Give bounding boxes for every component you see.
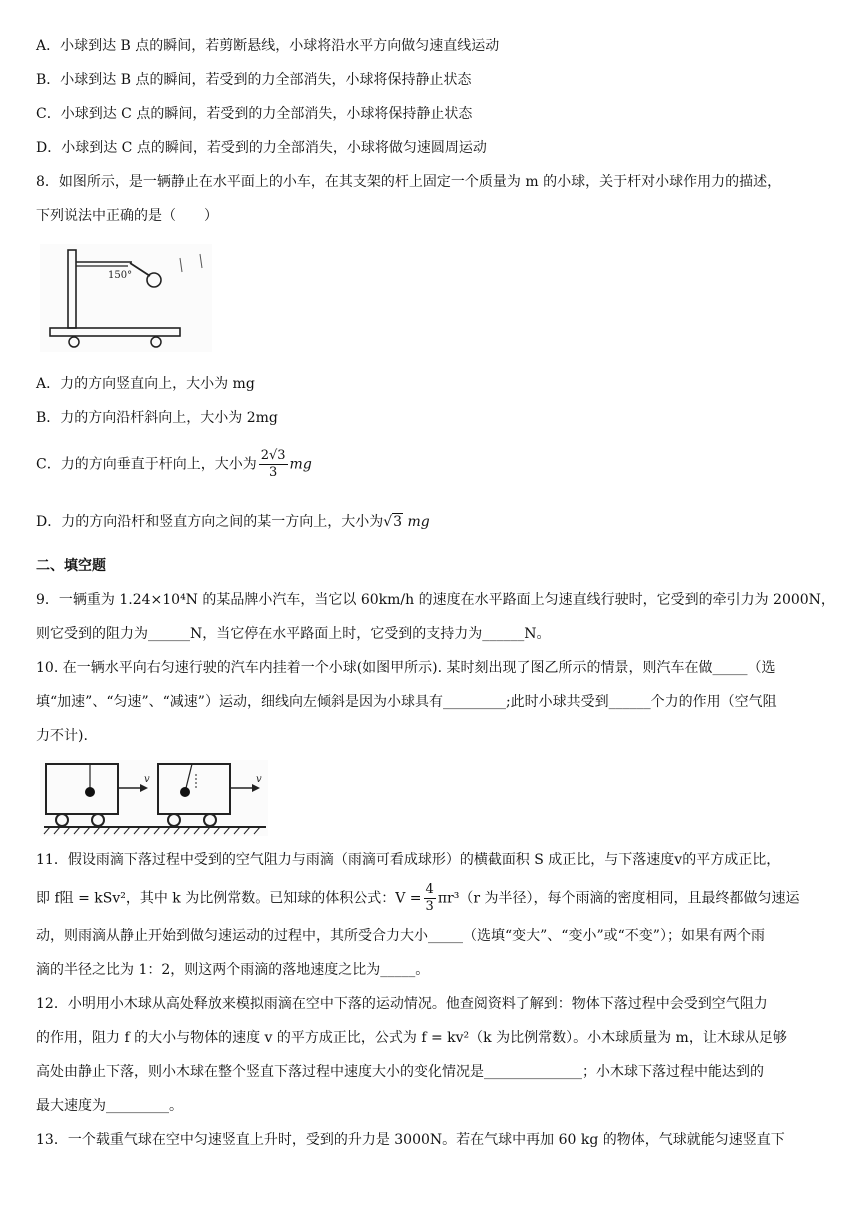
q8-stem-line2: 下列说法中正确的是（ ） — [36, 208, 218, 224]
q11-line2-text: 即 f阻 = kSv²，其中 k 为比例常数。已知球的体积公式：V = — [36, 890, 422, 907]
q8-option-c-numerator: 2√3 — [260, 448, 286, 463]
q11-line2 — [36, 882, 836, 915]
q11-fraction-denominator: 3 — [425, 899, 434, 914]
q10-velocity-label-a: v — [144, 774, 150, 785]
q7-option-a: A．小球到达 B 点的瞬间，若剪断悬线，小球将沿水平方向做匀速直线运动 — [36, 38, 500, 54]
q12-line4: 最大速度为_________。 — [36, 1098, 183, 1114]
q11-volume-fraction — [424, 882, 436, 915]
q8-option-d-unit: mg — [407, 514, 430, 530]
q9-line1: 9．一辆重为 1.24×10⁴N 的某品牌小汽车，当它以 60km/h 的速度在水平路面上匀速直线行驶时，它受到的牵引力为 2000N， — [36, 592, 835, 608]
q11-fraction-numerator: 4 — [425, 882, 434, 897]
q11-line4: 滴的半径之比为 1：2，则这两个雨滴的落地速度之比为_____。 — [36, 962, 430, 978]
q10-line2: 填“加速”、“匀速”、“减速”）运动，细线向左倾斜是因为小球具有_________;此时小球共受到______个力的作用（空气阻 — [36, 694, 777, 710]
q12-line1: 12．小明用小木球从高处释放来模拟雨滴在空中下落的运动情况。他查阅资料了解到：物体下落过程中会受到空气阻力 — [36, 996, 768, 1012]
q8-option-d-root: 3 — [393, 514, 403, 530]
q8-option-c-text: C．力的方向垂直于杆向上，大小为 — [36, 456, 257, 473]
q12-line2: 的作用，阻力 f 的大小与物体的速度 v 的平方成正比，公式为 f = kv²（k 为比例常数）。小木球质量为 m，让木球从足够 — [36, 1030, 787, 1046]
q8-option-c-fraction — [259, 448, 288, 481]
q8-option-c-denominator: 3 — [268, 465, 278, 480]
q8-angle-label: 150° — [108, 270, 133, 281]
q7-option-b: B．小球到达 B 点的瞬间，若受到的力全部消失，小球将保持静止状态 — [36, 72, 472, 88]
q13-line1: 13．一个载重气球在空中匀速竖直上升时，受到的升力是 3000N。若在气球中再加 60 kg 的物体，气球就能匀速竖直下 — [36, 1132, 785, 1148]
q11-line1: 11．假设雨滴下落过程中受到的空气阻力与雨滴（雨滴可看成球形）的横截面积 S 成正比，与下落速度v的平方成正比， — [36, 852, 781, 868]
q10-cars-figure — [40, 760, 268, 836]
q7-option-c: C．小球到达 C 点的瞬间，若受到的力全部消失，小球将保持静止状态 — [36, 106, 473, 122]
q10-line1: 10. 在一辆水平向右匀速行驶的汽车内挂着一个小球(如图甲所示). 某时刻出现了图乙所示的情景，则汽车在做_____（选 — [36, 660, 776, 676]
q8-option-d-text: D．力的方向沿杆和竖直方向之间的某一方向上，大小为 — [36, 514, 384, 530]
q9-line2: 则它受到的阻力为______N，当它停在水平路面上时，它受到的支持力为______N。 — [36, 626, 551, 642]
q8-cart-figure — [40, 244, 212, 352]
q8-option-a: A．力的方向竖直向上，大小为 mg — [36, 376, 255, 392]
q7-option-d: D．小球到达 C 点的瞬间，若受到的力全部消失，小球将做匀速圆周运动 — [36, 140, 487, 156]
q10-line3: 力不计). — [36, 728, 88, 744]
q8-option-d: D．力的方向沿杆和竖直方向之间的某一方向上，大小为√3 mg — [36, 514, 430, 530]
q8-stem-line1: 8．如图所示，是一辆静止在水平面上的小车，在其支架的杆上固定一个质量为 m 的小球，关于杆对小球作用力的描述， — [36, 174, 782, 190]
q10-velocity-label-b: v — [256, 774, 262, 785]
q8-option-c — [36, 448, 836, 481]
q12-line3: 高处由静止下落，则小木球在整个竖直下落过程中速度大小的变化情况是______________；小木球下落过程中能达到的 — [36, 1064, 764, 1080]
q11-line3: 动，则雨滴从静止开始到做匀速运动的过程中，其所受合力大小_____（选填“变大”、“变小”或“不变”）；如果有两个雨 — [36, 928, 765, 944]
q11-line2-rest: πr³（r 为半径），每个雨滴的密度相同，且最终都做匀速运 — [437, 890, 800, 907]
q8-option-c-unit: mg — [289, 456, 312, 473]
q8-option-b: B．力的方向沿杆斜向上，大小为 2mg — [36, 410, 278, 426]
section-heading-fill-blank: 二、填空题 — [36, 558, 106, 574]
